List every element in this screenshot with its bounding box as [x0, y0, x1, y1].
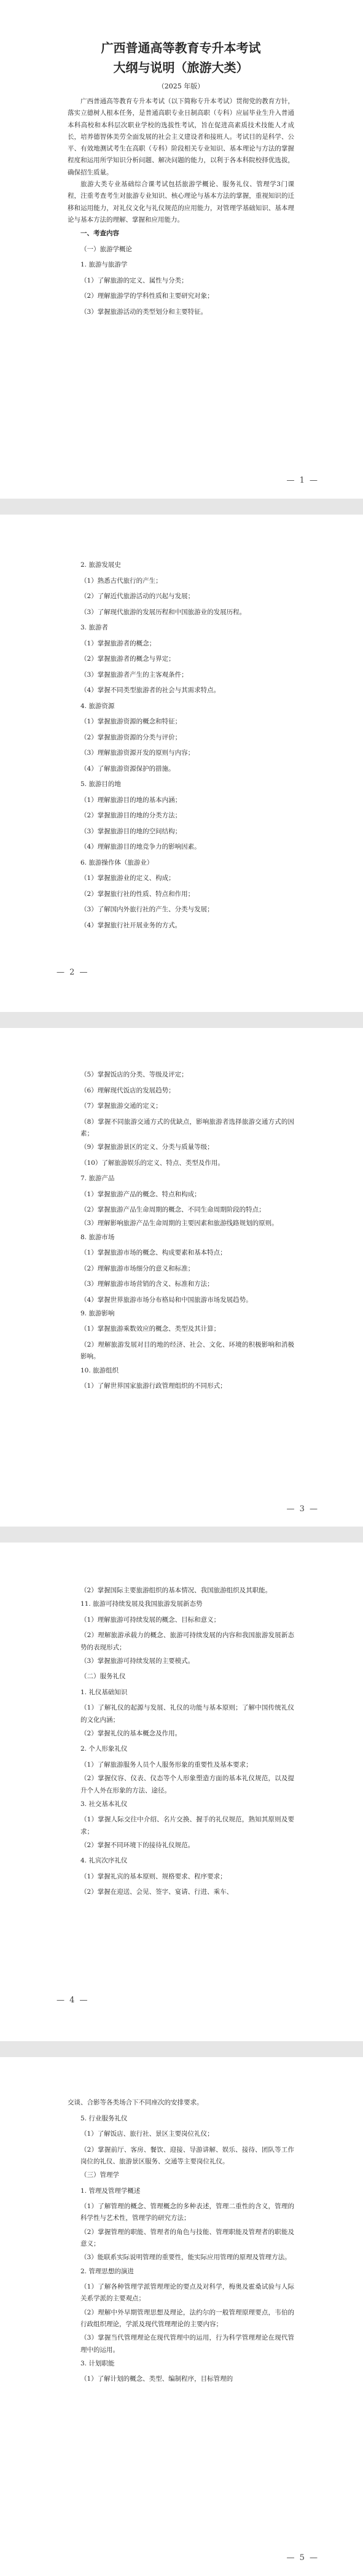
doc-title-line2: 大纲与说明（旅游大类）: [113, 60, 249, 75]
intro-paragraph-2: 旅游大类专业基础综合课考试包括旅游学概论、服务礼仪、管理学3门课程，注重考查考生对旅游专业知识、核心理论与基本方法的掌握，重视知识的迁移和运用能力，对礼仪文化与礼仪规范的应用能力，对管理学基础知识、基本理论与基本方法的理解、掌握和应用能力。: [68, 181, 294, 224]
topic-heading: 1. 旅游与旅游学: [80, 261, 128, 269]
topic-item: （3）掌握旅游者产生的主客观条件；: [80, 671, 188, 679]
topic-item: （2）掌握旅游产品生命周期的概念、不同生命周期阶段的特点；: [80, 1206, 265, 1214]
topic-item: （2）了解近代旅游活动的兴起与发展；: [80, 593, 195, 600]
topic-item: （1）了解世界国家旅游行政管理组织的不同形式；: [80, 1382, 227, 1390]
topic-heading: 3. 社交基本礼仪: [80, 1800, 128, 1808]
topic-item: （2）掌握旅游资源的分类与评价；: [80, 733, 182, 741]
page-5: [0, 2057, 363, 2576]
topic-heading: 5. 行业服务礼仪: [80, 2114, 128, 2122]
topic-item: （2）理解中外早期管理思想及理论，法约尔的一般管理原理要点，韦伯的行政组织理论，学派及现代管理理论的主要内容；: [80, 2308, 294, 2328]
topic-heading: 2. 个人形象礼仪: [80, 1745, 128, 1753]
topic-item: （2）理解旅游发展对目的地的经济、社会、文化、环境的积极影响和消极影响。: [80, 1341, 294, 1361]
topic-heading: 1. 管理及管理学概述: [80, 2187, 141, 2195]
doc-title-line1: 广西普通高等教育专升本考试: [101, 41, 261, 55]
topic-item: （1）掌握旅游者的概念；: [80, 639, 156, 647]
topic-item: （1）了解旅游服务人员个人服务形象的重要性及基本要求；: [80, 1761, 252, 1769]
topic-heading: 7. 旅游产品: [80, 1175, 115, 1183]
page-number: — 3 —: [286, 1504, 319, 1514]
topic-item: （3）了解现代旅游的发展历程和中国旅游业的发展历程。: [80, 608, 246, 616]
subsection-heading: （二）服务礼仪: [80, 1673, 126, 1681]
topic-heading: 2. 旅游发展史: [80, 561, 121, 569]
topic-item: （3）理解影响旅游产品生命周期的主要因素和旅游线路规划的原则。: [80, 1220, 278, 1228]
topic-heading: 1. 礼仪基础知识: [80, 1688, 128, 1696]
topic-item: （2）掌握国际主要旅游组织的基本情况、我国旅游组织及其职能。: [80, 1587, 272, 1594]
topic-item: （1）理解旅游可持续发展的概念、目标和意义；: [80, 1616, 221, 1624]
topic-item: （1）掌握旅游乘数效应的概念、类型及其计算；: [80, 1325, 221, 1333]
topic-item: （1）理解旅游目的地的基本内涵；: [80, 796, 182, 804]
topic-item: （3）掌握旅游可持续发展的主要模式。: [80, 1657, 195, 1665]
page-4: [0, 1543, 363, 2041]
topic-item: （3）掌握旅游活动的类型划分和主要特征。: [80, 308, 208, 316]
topic-item: （2）掌握礼仪的基本概念及作用。: [80, 1729, 182, 1737]
topic-item: （1）了解旅游的定义、属性与分类；: [80, 276, 188, 284]
topic-item: （1）了解饭店、旅行社、景区主要岗位礼仪；: [80, 2130, 214, 2138]
topic-item: （2）掌握旅行社的性质、特点和作用；: [80, 890, 195, 898]
topic-item: （1）掌握旅游市场的概念、构成要素和基本特点；: [80, 1249, 227, 1257]
topic-item: （1）了解各种管理学派管理理论的要点及对科学，梅奥及霍桑试验与人际关系学派的主要观点；: [80, 2283, 294, 2303]
topic-item: （2）掌握仪容、仪表、仪态等个人形象塑造方面的基本礼仪规范，以及提升个人外在形象的方法、途径。: [80, 1775, 294, 1794]
topic-item: （9）掌握旅游景区的定义、分类与质量等级；: [80, 1143, 214, 1151]
subsection-heading: （一）旅游学概论: [80, 245, 132, 253]
topic-item: （5）掌握饭店的分类、等级及评定；: [80, 1071, 188, 1078]
topic-heading: 3. 计划职能: [80, 2359, 115, 2367]
topic-heading: 6. 旅游操作体（旅游业）: [80, 858, 154, 866]
subsection-heading: （三）管理学: [80, 2171, 119, 2179]
topic-item: （3）理解旅游资源开发的原则与内容；: [80, 749, 195, 757]
topic-heading: 8. 旅游市场: [80, 1233, 115, 1241]
topic-item: （1）掌握人际交往中介绍、名片交换、握手的礼仪规范，熟知其原则及要求；: [80, 1816, 294, 1835]
topic-item: （2）理解旅游市场细分的意义和标准；: [80, 1264, 195, 1272]
doc-edition: （2025 年版）: [157, 82, 205, 90]
topic-item: （2）掌握在迎送、会见、签字、宴请、行进、乘车、: [80, 1888, 233, 1896]
topic-heading: 4. 旅游资源: [80, 702, 115, 710]
topic-heading: 11. 旅游可持续发展及我国旅游发展新态势: [80, 1600, 203, 1608]
page-1: [0, 0, 363, 499]
topic-item: （6）理解现代饭店的发展趋势；: [80, 1086, 175, 1094]
page-2: [0, 515, 363, 1012]
topic-item: （4）掌握世界旅游市场分布格局和中国旅游市场发展趋势。: [80, 1296, 252, 1304]
topic-item: （2）掌握旅游目的地的分类方法；: [80, 812, 182, 819]
topic-heading: 2. 管理思想的演进: [80, 2267, 134, 2275]
topic-heading: 9. 旅游影响: [80, 1309, 115, 1317]
topic-item: （2）理解旅游承载力的概念、旅游可持续发展的内容和我国旅游发展新态势的表现形式；: [80, 1632, 294, 1651]
topic-item: （3）掌握当代管理理论在现代管理中的运用，行为科学管理理论在现代管理中的运用。: [80, 2334, 294, 2354]
topic-item: （1）了解计划的概念、类型、编制程序，目标管理的: [80, 2375, 233, 2383]
topic-item: （1）熟悉古代旅行的产生；: [80, 577, 162, 585]
topic-item: （2）掌握不同环境下的接待礼仪规范。: [80, 1841, 195, 1849]
intro-paragraph-1: 广西普通高等教育专升本考试（以下简称专升本考试）贯彻党的教育方针，落实立德树人根本任务，是普通高职专业日制高职（专科）应届毕业生升入普通本科高校和本科层次职业学校的选拔性考试，旨在促进高素质技术技能人才成长，培养德智体美劳全面发展的社会主义建设者和接班人。考试目的是科学、公平、有效地测试考生在高职（专科）阶段相关专业知识、基本理论与方法的掌握程度和运用所学知识分析问题、解决问题的能力，以利于各本科院校择优选拔，确保招生质量。: [68, 98, 294, 176]
page-number: — 1 —: [286, 476, 319, 485]
topic-item: （3）能联系实际说明管理的重要性，能实际应用管理的原理及管理方法。: [80, 2254, 291, 2262]
topic-item: （1）掌握旅游产品的概念、特点和构成；: [80, 1190, 201, 1198]
topic-item: （7）掌握旅游交通的定义；: [80, 1102, 162, 1110]
topic-item: 交谈、合影等各类场合下不同座次的安排要求。: [68, 2099, 203, 2106]
topic-item: （1）了解礼仪的起源与发展、礼仪的功能与基本原则；了解中国传统礼仪的文化内涵；: [80, 1704, 294, 1724]
topic-item: （1）掌握礼宾的基本原则、规格要求、程序要求；: [80, 1872, 227, 1880]
topic-item: （4）理解旅游目的地竞争力的影响因素。: [80, 843, 201, 850]
topic-item: （4）掌握旅行社开展业务的方式。: [80, 921, 182, 929]
page-number: — 2 —: [57, 968, 89, 977]
topic-item: （2）掌握前厅、客房、餐饮、迎接、导游讲解、娱乐、接待、团队等工作岗位的礼仪、旅游景区服务、交通等主要岗位礼仪。: [80, 2146, 294, 2165]
topic-item: （2）掌握管理的职能、管理者的角色与技能、管理职能及管理者的职能及意义；: [80, 2228, 294, 2247]
topic-heading: 10. 旅游组织: [80, 1366, 119, 1374]
topic-item: （1）掌握旅游业的定义、构成；: [80, 874, 175, 882]
page-number: — 5 —: [286, 2553, 319, 2562]
section-heading: 一、考查内容: [80, 230, 119, 238]
topic-item: （1）掌握旅游资源的概念和特征；: [80, 718, 182, 725]
page-3: [0, 1028, 363, 1527]
topic-heading: 4. 礼宾次序礼仪: [80, 1857, 128, 1865]
topic-heading: 5. 旅游目的地: [80, 780, 121, 788]
topic-item: （8）掌握不同旅游交通方式的优缺点，影响旅游者选择旅游交通方式的因素；: [80, 1118, 294, 1137]
topic-item: （2）理解旅游学的学科性质和主要研究对象；: [80, 292, 214, 300]
topic-item: （4）掌握不同类型旅游者的社会与其需求特点。: [80, 687, 221, 694]
topic-item: （3）了解国内外旅行社的产生、分类与发展；: [80, 906, 214, 913]
topic-item: （10）了解旅游娱乐的定义、特点、类型及作用。: [80, 1159, 224, 1167]
topic-heading: 3. 旅游者: [80, 624, 108, 631]
page-number: — 4 —: [57, 1996, 89, 2005]
topic-item: （1）了解管理的概念、管理概念的多种表述，管理二重性的含义，管理的科学性与艺术性，管理学的研究方法；: [80, 2203, 294, 2222]
topic-item: （3）理解旅游市场营销的含义、标准和方法；: [80, 1280, 214, 1288]
topic-item: （3）掌握旅游目的地的空间结构；: [80, 827, 182, 835]
topic-item: （4）了解旅游资源保护的措施。: [80, 765, 175, 772]
topic-item: （2）掌握旅游者的概念与界定；: [80, 655, 175, 663]
